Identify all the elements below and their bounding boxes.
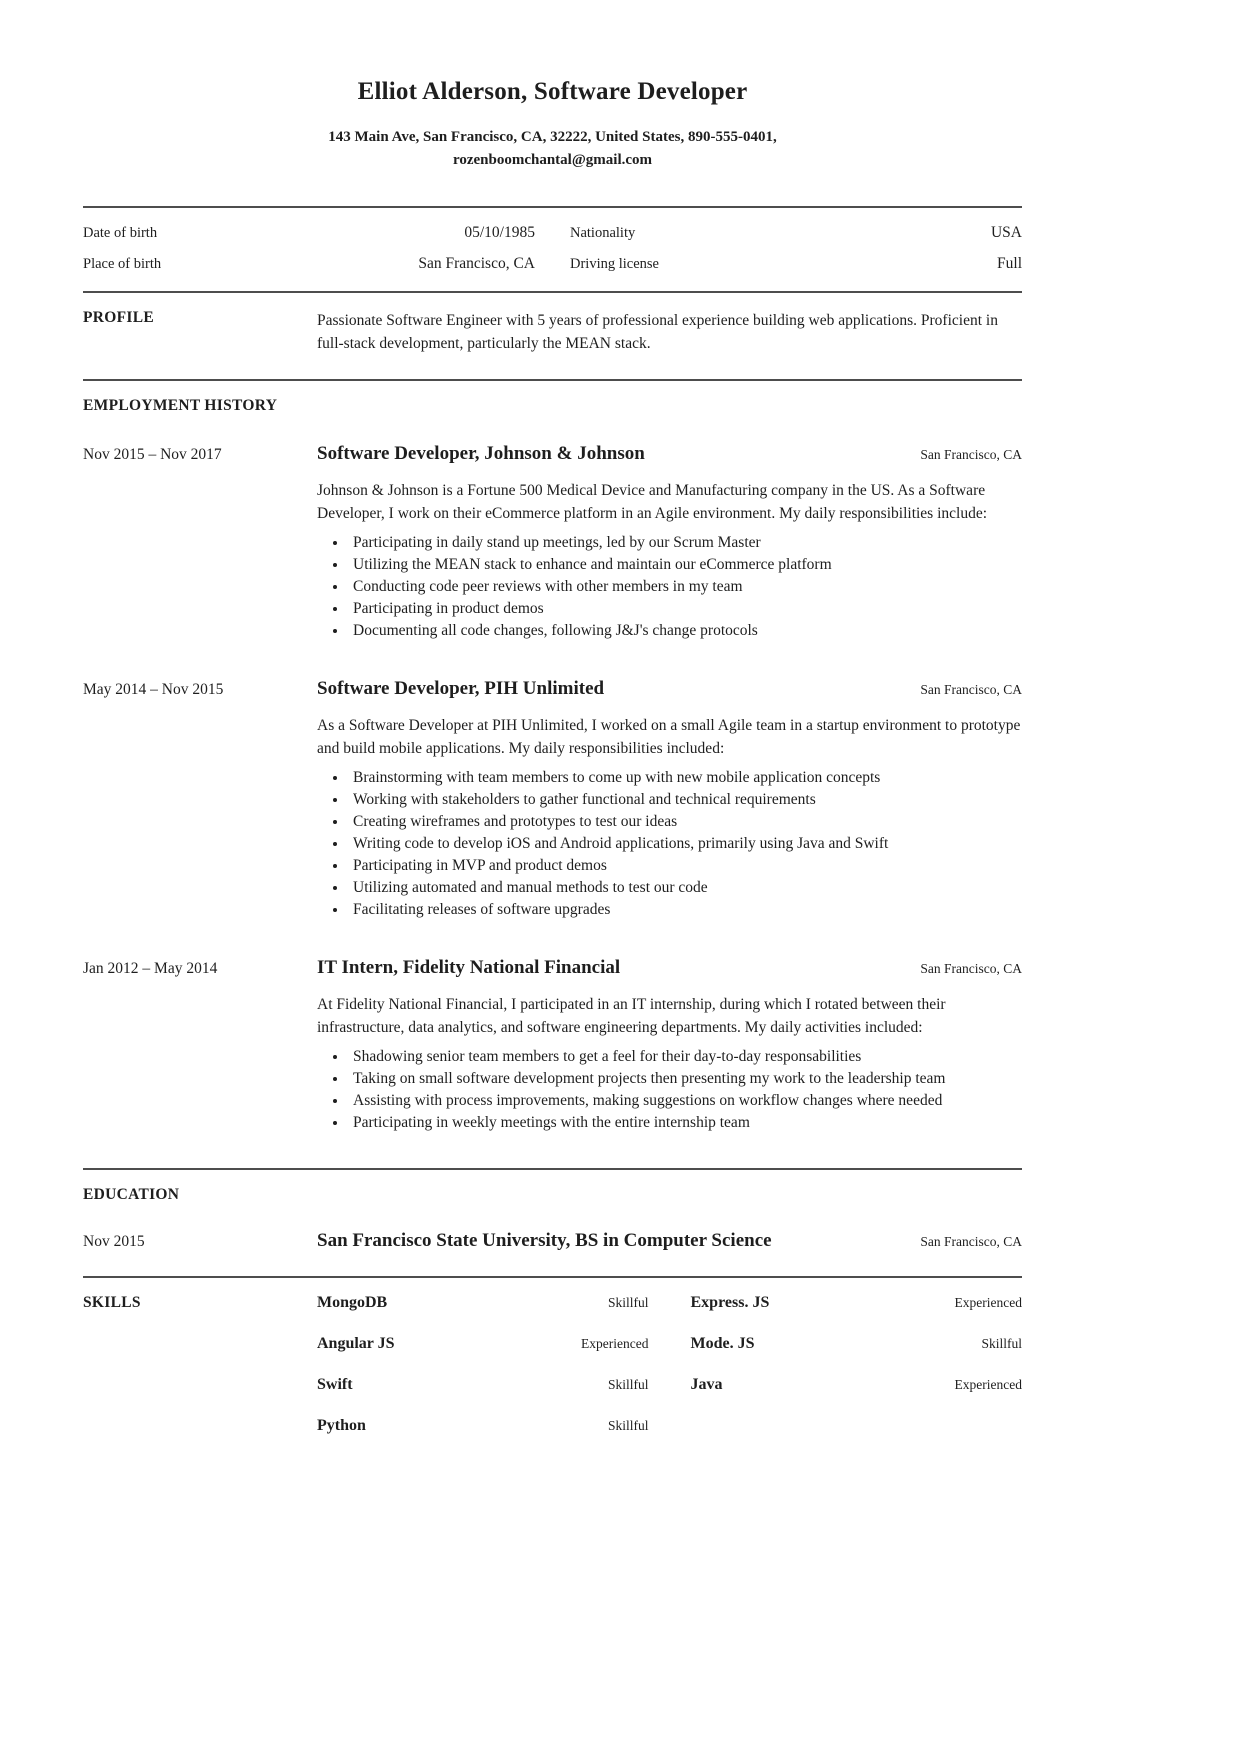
skill-level: Experienced [954, 1295, 1022, 1310]
dob-label: Date of birth [83, 225, 158, 241]
job-description: At Fidelity National Financial, I participated in an IT internship, during which I rotated between their infrastructure, data analytics, and software engineering departments. My daily activities included: [317, 996, 946, 1036]
job-bullet: • Utilizing the MEAN stack to enhance and maintain our eCommerce platform [348, 554, 1022, 576]
job-location: San Francisco, CA [920, 447, 1022, 462]
resume-header [83, 78, 1022, 172]
job-bullet-list [317, 1046, 1022, 1134]
job-bullet: • Conducting code peer reviews with other members in my team [348, 576, 1022, 598]
skills-heading: SKILLS [83, 1294, 141, 1311]
education-entry [83, 1230, 1022, 1252]
job-title-row [317, 957, 1022, 979]
skill-name: MongoDB [317, 1294, 388, 1311]
contact-email: rozenboomchantal@gmail.com [452, 152, 653, 168]
nationality-value: USA [990, 224, 1022, 241]
job-location: San Francisco, CA [920, 682, 1022, 697]
skill-item [691, 1376, 1023, 1400]
job-bullet: • Participating in weekly meetings with the entire internship team [348, 1112, 1022, 1134]
profile-text: Passionate Software Engineer with 5 years of professional experience building web applications. Proficient in full-stack development, particularly the MEAN stack. [317, 312, 998, 352]
skill-name: Mode. JS [690, 1335, 755, 1352]
skill-name: Express. JS [690, 1294, 770, 1311]
details-row [83, 255, 1022, 273]
skill-name: Java [690, 1376, 723, 1393]
skill-name: Angular JS [317, 1335, 395, 1352]
job-bullet: • Brainstorming with team members to come up with new mobile application concepts [348, 767, 1022, 789]
job-bullet: • Assisting with process improvements, making suggestions on workflow changes where needed [348, 1090, 1022, 1112]
job-dates: May 2014 – Nov 2015 [83, 681, 224, 698]
job-title-row [317, 678, 1022, 700]
skill-level: Skillful [607, 1418, 649, 1433]
skills-grid [317, 1294, 1022, 1441]
skill-level: Skillful [607, 1377, 649, 1392]
education-title-row [317, 1230, 1022, 1252]
skill-item [691, 1335, 1023, 1359]
resume-name: Elliot Alderson, Software Developer [357, 78, 748, 105]
job-dates: Jan 2012 – May 2014 [83, 960, 218, 977]
skill-level: Skillful [607, 1295, 649, 1310]
personal-details [83, 208, 1022, 291]
job-dates: Nov 2015 – Nov 2017 [83, 446, 222, 463]
job-bullet: • Writing code to develop iOS and Android applications, primarily using Java and Swift [348, 833, 1022, 855]
job-bullet-list [317, 767, 1022, 921]
skill-name: Python [317, 1417, 366, 1434]
skill-item [317, 1417, 649, 1441]
contact-block [83, 126, 1022, 172]
employment-heading: EMPLOYMENT HISTORY [83, 397, 278, 414]
job-bullet: • Participating in MVP and product demos [348, 855, 1022, 877]
job-bullet: • Taking on small software development projects then presenting my work to the leadership team [348, 1068, 1022, 1090]
skill-level: Skillful [981, 1336, 1022, 1351]
job-title-row [317, 443, 1022, 465]
education-section [83, 1170, 1022, 1276]
skill-level: Experienced [954, 1377, 1022, 1392]
job-title: IT Intern, Fidelity National Financial [317, 957, 621, 978]
job-entry [83, 957, 1022, 1134]
job-bullet: • Working with stakeholders to gather functional and technical requirements [348, 789, 1022, 811]
job-bullet: • Documenting all code changes, following J&J's change protocols [348, 620, 1022, 642]
job-body [317, 957, 1022, 1134]
job-bullet: • Participating in product demos [348, 598, 1022, 620]
driving-license-label: Driving license [570, 256, 659, 272]
job-body [317, 443, 1022, 642]
employment-section [83, 381, 1022, 1168]
job-bullet: • Creating wireframes and prototypes to test our ideas [348, 811, 1022, 833]
education-location: San Francisco, CA [920, 1234, 1022, 1249]
pob-label: Place of birth [83, 256, 162, 272]
job-bullet: • Utilizing automated and manual methods to test our code [348, 877, 1022, 899]
profile-heading: PROFILE [83, 309, 154, 326]
job-title: Software Developer, Johnson & Johnson [317, 443, 645, 464]
job-entry [83, 678, 1022, 921]
skills-section [83, 1278, 1022, 1465]
pob-value: San Francisco, CA [418, 255, 535, 272]
job-body [317, 678, 1022, 921]
skill-item [317, 1376, 649, 1400]
job-title: Software Developer, PIH Unlimited [317, 678, 605, 699]
job-bullet: • Facilitating releases of software upgrades [348, 899, 1022, 921]
profile-section [83, 293, 1022, 379]
skill-item [317, 1335, 649, 1359]
details-row [83, 224, 1022, 242]
job-description: As a Software Developer at PIH Unlimited, I worked on a small Agile team in a startup environment to prototype and build mobile applications. My daily responsibilities included: [317, 717, 1021, 757]
nationality-label: Nationality [570, 225, 636, 241]
education-heading: EDUCATION [83, 1186, 180, 1203]
job-entry [83, 443, 1022, 642]
skill-item [317, 1294, 649, 1318]
skill-item [691, 1294, 1023, 1318]
job-location: San Francisco, CA [920, 961, 1022, 976]
job-bullet-list [317, 532, 1022, 642]
skill-name: Swift [317, 1376, 353, 1393]
education-title: San Francisco State University, BS in Computer Science [317, 1230, 772, 1251]
contact-address: 143 Main Ave, San Francisco, CA, 32222, United States, 890-555-0401, [328, 129, 777, 145]
education-dates: Nov 2015 [83, 1233, 145, 1250]
job-bullet: • Shadowing senior team members to get a feel for their day-to-day responsabilities [348, 1046, 1022, 1068]
dob-value: 05/10/1985 [464, 224, 535, 241]
job-description: Johnson & Johnson is a Fortune 500 Medical Device and Manufacturing company in the US. As a Software Developer, I work on their eCommerce platform in an Agile environment. My daily responsibilities include: [317, 482, 988, 522]
skill-level: Experienced [581, 1336, 649, 1351]
job-bullet: • Participating in daily stand up meetings, led by our Scrum Master [348, 532, 1022, 554]
driving-license-value: Full [997, 255, 1022, 272]
